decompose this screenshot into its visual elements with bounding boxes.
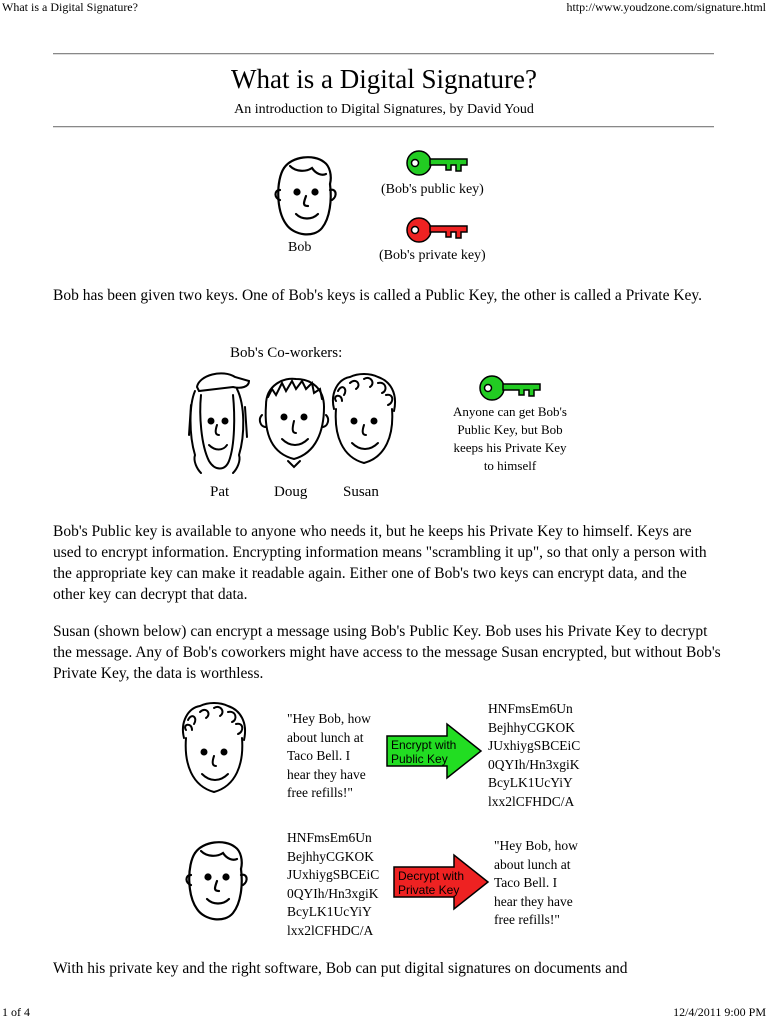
decrypt-arrow-line2: Private Key <box>398 883 460 897</box>
print-header-title: What is a Digital Signature? <box>2 0 138 14</box>
paragraph-signatures: With his private key and the right software, Bob can put digital signatures on documents and <box>53 960 628 977</box>
bob-face-illustration <box>175 835 253 933</box>
print-footer-page-count: 1 of 4 <box>2 1005 30 1019</box>
encrypt-arrow-line2: Public Key <box>391 752 448 766</box>
public-key-note: Anyone can get Bob's Public Key, but Bob keeps his Private Key to himself <box>453 404 567 473</box>
print-header-url: http://www.youdzone.com/signature.html <box>566 0 766 14</box>
page-subtitle: An introduction to Digital Signatures, by David Youd <box>234 102 534 117</box>
paragraph-encryption: Susan (shown below) can encrypt a message using Bob's Public Key. Bob uses his Private Key to decrypt the message. Any of Bob's coworkers might have access to the message Susan encrypted, but without Bob's Private Key, the data is worthless. <box>53 623 721 682</box>
public-key-icon <box>478 372 544 404</box>
bob-label: Bob <box>288 240 312 255</box>
decrypt-arrow <box>392 853 490 911</box>
susan-face-illustration <box>178 702 248 802</box>
coworker-name-doug: Doug <box>274 484 308 500</box>
coworkers-heading: Bob's Co-workers: <box>230 345 343 361</box>
plaintext-message: "Hey Bob, how about lunch at Taco Bell. I hear they have free refills!" <box>287 711 371 800</box>
decrypt-arrow-line1: Decrypt with <box>398 869 465 883</box>
public-key-label: (Bob's public key) <box>381 182 484 197</box>
top-rule <box>53 53 714 55</box>
decrypted-message: "Hey Bob, how about lunch at Taco Bell. I hear they have free refills!" <box>494 838 578 927</box>
pat-face-illustration <box>183 365 253 480</box>
susan-face-illustration <box>328 373 400 473</box>
private-key-icon <box>405 214 471 246</box>
ciphertext-output: HNFmsEm6Un BejhhyCGKOK JUxhiygSBCEiC 0QYIh/Hn3xgiK BcyLK1UcYiY lxx2lCFHDC/A <box>488 701 581 809</box>
title-rule <box>53 126 714 128</box>
paragraph-public-key: Bob's Public key is available to anyone who needs it, but he keeps his Private Key to himself. Keys are used to encrypt information. Encrypting information means "scrambling it up", so that only a person with the appropriate key can make it readable again. Either one of Bob's two keys can encrypt data, and the other key can decrypt that data. <box>53 523 707 603</box>
print-footer-datetime: 12/4/2011 9:00 PM <box>673 1005 766 1019</box>
public-key-icon <box>405 147 471 179</box>
coworker-name-pat: Pat <box>210 484 230 500</box>
paragraph-keys: Bob has been given two keys. One of Bob's keys is called a Public Key, the other is called a Private Key. <box>53 287 703 304</box>
coworker-name-susan: Susan <box>343 484 379 500</box>
bob-face-illustration <box>262 150 352 242</box>
ciphertext-input: HNFmsEm6Un BejhhyCGKOK JUxhiygSBCEiC 0QYIh/Hn3xgiK BcyLK1UcYiY lxx2lCFHDC/A <box>287 830 380 938</box>
page-title: What is a Digital Signature? <box>231 64 537 94</box>
private-key-label: (Bob's private key) <box>379 248 486 263</box>
encrypt-arrow-line1: Encrypt with <box>391 738 457 752</box>
encrypt-arrow <box>385 722 483 780</box>
doug-face-illustration <box>258 375 330 470</box>
